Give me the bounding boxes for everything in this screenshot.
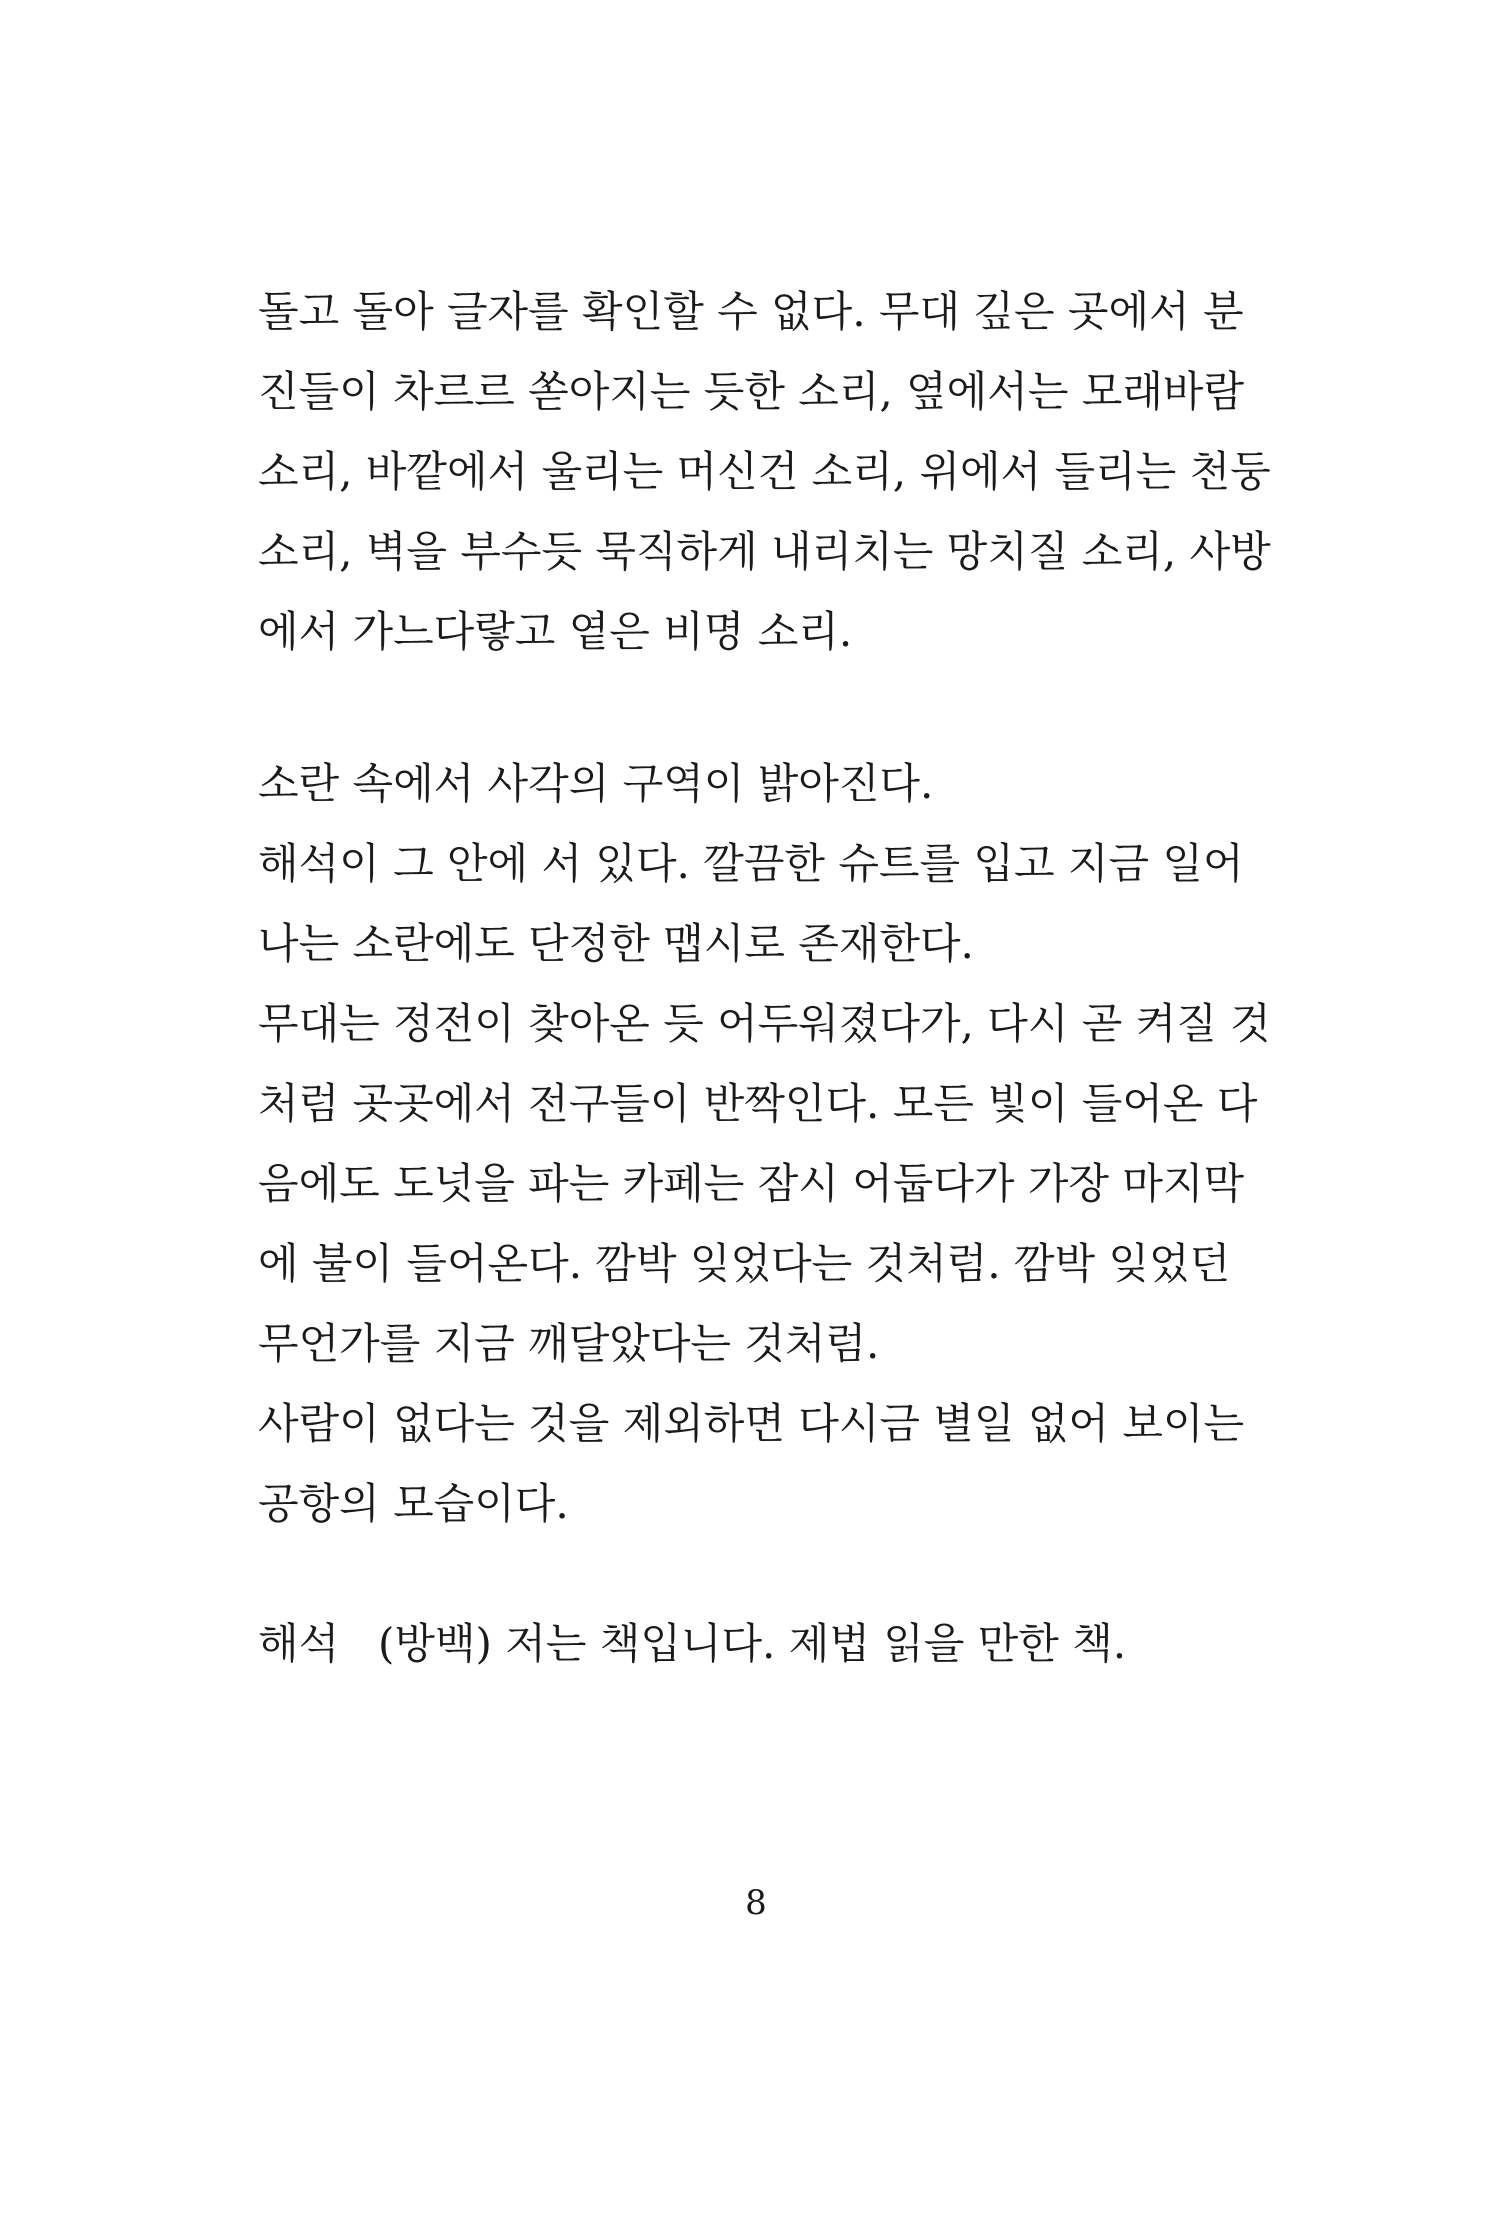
page-number: 8	[745, 1883, 767, 1923]
paragraph-stage-directions	[258, 744, 1271, 1544]
text-line: 나는 소란에도 단정한 맵시로 존재한다.	[258, 919, 974, 968]
text-line: 소리, 바깥에서 울리는 머신건 소리, 위에서 들리는 천둥	[258, 447, 1271, 496]
text-line: 소란 속에서 사각의 구역이 밝아진다.	[258, 759, 934, 808]
text-line: 진들이 차르르 쏟아지는 듯한 소리, 옆에서는 모래바람	[258, 367, 1245, 416]
paragraph-stage-sounds	[258, 272, 1271, 672]
text-line: 돌고 돌아 글자를 확인할 수 없다. 무대 깊은 곳에서 분	[258, 287, 1244, 336]
text-line: 무대는 정전이 찾아온 듯 어두워졌다가, 다시 곧 켜질 것	[258, 999, 1271, 1048]
text-line: 음에도 도넛을 파는 카페는 잠시 어둡다가 가장 마지막	[258, 1159, 1245, 1208]
dialogue-text: (방백) 저는 책입니다. 제법 읽을 만한 책.	[378, 1619, 1127, 1668]
text-line: 해석이 그 안에 서 있다. 깔끔한 슈트를 입고 지금 일어	[258, 839, 1244, 888]
dialogue-line	[258, 1604, 1126, 1684]
text-line: 에서 가느다랗고 옅은 비명 소리.	[258, 607, 853, 656]
text-line: 처럼 곳곳에서 전구들이 반짝인다. 모든 빛이 들어온 다	[258, 1079, 1258, 1128]
text-line: 사람이 없다는 것을 제외하면 다시금 별일 없어 보이는	[258, 1399, 1245, 1448]
speaker-name: 해석	[258, 1619, 340, 1668]
text-line: 무언가를 지금 깨달았다는 것처럼.	[258, 1319, 880, 1368]
text-line: 공항의 모습이다.	[258, 1479, 569, 1528]
text-line: 소리, 벽을 부수듯 묵직하게 내리치는 망치질 소리, 사방	[258, 527, 1271, 576]
text-line: 에 불이 들어온다. 깜박 잊었다는 것처럼. 깜박 잊었던	[258, 1239, 1231, 1288]
